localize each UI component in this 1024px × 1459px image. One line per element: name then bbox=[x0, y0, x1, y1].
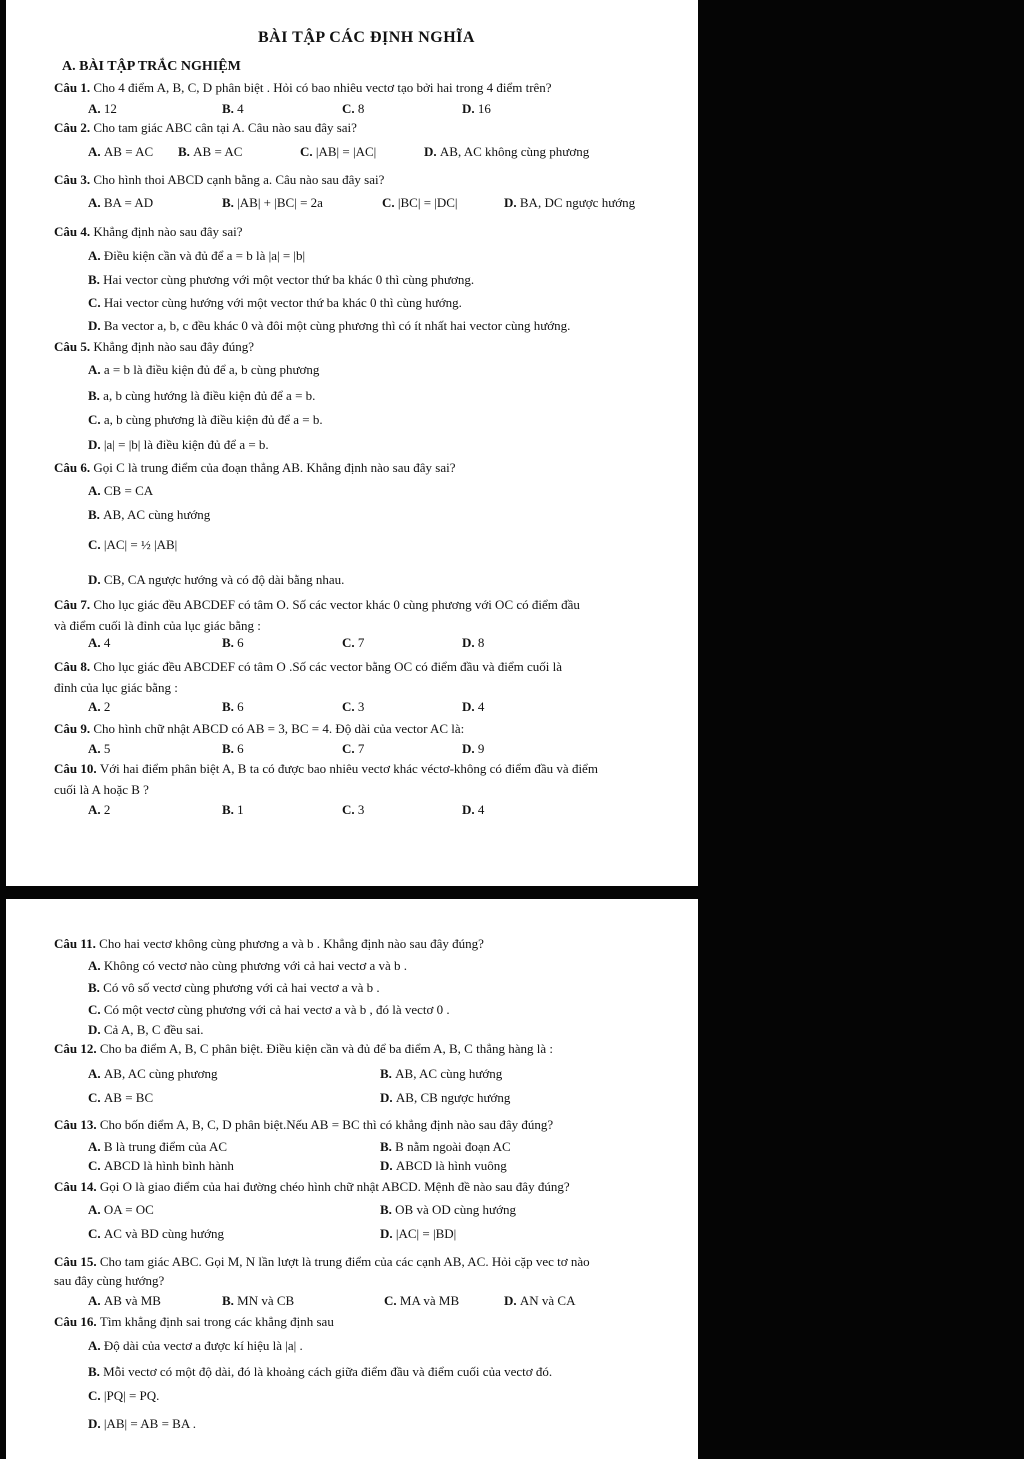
answer-option: B. 6 bbox=[222, 699, 244, 714]
answer-option: A. 2 bbox=[88, 699, 111, 714]
answer-option: C. ABCD là hình bình hành bbox=[88, 1158, 234, 1173]
answer-option: C. Có một vectơ cùng phương với cả hai vectơ a và b , đó là vectơ 0 . bbox=[88, 1002, 450, 1017]
answer-option: D. Ba vector a, b, c đều khác 0 và đôi một cùng phương thì có ít nhất hai vector cùng hướng. bbox=[88, 318, 571, 333]
answer-option: A. 5 bbox=[88, 741, 111, 756]
answer-option: C. a, b cùng phương là điều kiện đủ để a = b. bbox=[88, 412, 323, 427]
answer-option: B. 4 bbox=[222, 101, 244, 116]
answer-option: A. Không có vectơ nào cùng phương với cả hai vectơ a và b . bbox=[88, 958, 408, 973]
answer-option: D. 9 bbox=[462, 741, 485, 756]
answer-option: C. AC và BD cùng hướng bbox=[88, 1226, 224, 1241]
answer-option: A. CB = CA bbox=[88, 483, 154, 498]
answer-option: D. AN và CA bbox=[504, 1293, 576, 1308]
answer-option: B. Có vô số vectơ cùng phương với cả hai vectơ a và b . bbox=[88, 980, 380, 995]
answer-option: A. Điều kiện cần và đủ để a = b là |a| = |b| bbox=[88, 248, 306, 263]
answer-option: B. Hai vector cùng phương với một vector thứ ba khác 0 thì cùng phương. bbox=[88, 272, 475, 287]
answer-option: D. 8 bbox=[462, 635, 485, 650]
answer-option: C. 7 bbox=[342, 741, 365, 756]
answer-option: và điểm cuối là đỉnh của lục giác bằng : bbox=[54, 618, 261, 633]
answer-option: đỉnh của lục giác bằng : bbox=[54, 680, 178, 695]
page-title: BÀI TẬP CÁC ĐỊNH NGHĨA bbox=[258, 29, 475, 46]
answer-option: C. 8 bbox=[342, 101, 365, 116]
answer-option: D. 4 bbox=[462, 802, 485, 817]
answer-option: C. Hai vector cùng hướng với một vector thứ ba khác 0 thì cùng hướng. bbox=[88, 295, 462, 310]
question-text: Câu 2. Cho tam giác ABC cân tại A. Câu nào sau đây sai? bbox=[54, 120, 357, 135]
question-text: Câu 7. Cho lục giác đều ABCDEF có tâm O. Số các vector khác 0 cùng phương với OC có điểm đầu bbox=[54, 597, 580, 612]
answer-option: A. 12 bbox=[88, 101, 117, 116]
question-text: Câu 8. Cho lục giác đều ABCDEF có tâm O .Số các vector bằng OC có điểm đầu và điểm cuối là bbox=[54, 659, 562, 674]
question-text: Câu 10. Với hai điểm phân biệt A, B ta có được bao nhiêu vectơ khác véctơ-không có điểm đầu và điểm bbox=[54, 761, 598, 776]
answer-option: A. a = b là điều kiện đủ để a, b cùng phương bbox=[88, 362, 320, 377]
question-text: Câu 16. Tìm khẳng định sai trong các khẳng định sau bbox=[54, 1314, 334, 1329]
answer-option: B. AB = AC bbox=[178, 144, 243, 159]
answer-option: D. 4 bbox=[462, 699, 485, 714]
answer-option: D. AB, CB ngược hướng bbox=[380, 1090, 511, 1105]
answer-option: C. 3 bbox=[342, 802, 365, 817]
answer-option: B. 1 bbox=[222, 802, 244, 817]
section-heading: A. BÀI TẬP TRẮC NGHIỆM bbox=[62, 59, 241, 74]
question-text: Câu 4. Khẳng định nào sau đây sai? bbox=[54, 224, 243, 239]
answer-option: B. AB, AC cùng hướng bbox=[380, 1066, 503, 1081]
answer-option: A. 2 bbox=[88, 802, 111, 817]
answer-option: B. B nằm ngoài đoạn AC bbox=[380, 1139, 511, 1154]
answer-option: A. AB = AC bbox=[88, 144, 154, 159]
answer-option: A. B là trung điểm của AC bbox=[88, 1139, 228, 1154]
answer-option: B. 6 bbox=[222, 635, 244, 650]
answer-option: D. Cả A, B, C đều sai. bbox=[88, 1022, 204, 1037]
answer-option: D. 16 bbox=[462, 101, 491, 116]
answer-option: C. 3 bbox=[342, 699, 365, 714]
answer-option: D. |AC| = |BD| bbox=[380, 1226, 457, 1241]
answer-option: D. |a| = |b| là điều kiện đủ để a = b. bbox=[88, 437, 269, 452]
answer-option: A. 4 bbox=[88, 635, 111, 650]
answer-option: C. 7 bbox=[342, 635, 365, 650]
question-text: Câu 3. Cho hình thoi ABCD cạnh bằng a. Câu nào sau đây sai? bbox=[54, 172, 385, 187]
question-text: Câu 6. Gọi C là trung điểm của đoạn thẳng AB. Khẳng định nào sau đây sai? bbox=[54, 460, 456, 475]
answer-option: C. MA và MB bbox=[384, 1293, 460, 1308]
answer-option: B. a, b cùng hướng là điều kiện đủ để a = b. bbox=[88, 388, 316, 403]
answer-option: cuối là A hoặc B ? bbox=[54, 782, 149, 797]
answer-option: B. OB và OD cùng hướng bbox=[380, 1202, 516, 1217]
answer-option: A. AB và MB bbox=[88, 1293, 161, 1308]
answer-option: C. |BC| = |DC| bbox=[382, 195, 458, 210]
question-text: Câu 9. Cho hình chữ nhật ABCD có AB = 3, BC = 4. Độ dài của vector AC là: bbox=[54, 721, 465, 736]
answer-option: C. |AB| = |AC| bbox=[300, 144, 377, 159]
answer-option: A. BA = AD bbox=[88, 195, 154, 210]
answer-option: A. Độ dài của vectơ a được kí hiệu là |a| . bbox=[88, 1338, 303, 1353]
answer-option: D. AB, AC không cùng phương bbox=[424, 144, 590, 159]
answer-option: B. MN và CB bbox=[222, 1293, 295, 1308]
answer-option: D. CB, CA ngược hướng và có độ dài bằng nhau. bbox=[88, 572, 345, 587]
answer-option: D. BA, DC ngược hướng bbox=[504, 195, 636, 210]
answer-option: C. AB = BC bbox=[88, 1090, 154, 1105]
answer-option: A. OA = OC bbox=[88, 1202, 154, 1217]
question-text: Câu 11. Cho hai vectơ không cùng phương a và b . Khẳng định nào sau đây đúng? bbox=[54, 936, 484, 951]
question-text: Câu 14. Gọi O là giao điểm của hai đường chéo hình chữ nhật ABCD. Mệnh đề nào sau đây đúng? bbox=[54, 1179, 570, 1194]
answer-option: sau đây cùng hướng? bbox=[54, 1273, 165, 1288]
question-text: Câu 5. Khẳng định nào sau đây đúng? bbox=[54, 339, 255, 354]
question-text: Câu 13. Cho bốn điểm A, B, C, D phân biệt.Nếu AB = BC thì có khẳng định nào sau đây đúng? bbox=[54, 1117, 554, 1132]
question-text: Câu 12. Cho ba điểm A, B, C phân biệt. Điều kiện cần và đủ để ba điểm A, B, C thẳng hàng là : bbox=[54, 1041, 553, 1056]
answer-option: A. AB, AC cùng phương bbox=[88, 1066, 218, 1081]
answer-option: B. Mỗi vectơ có một độ dài, đó là khoảng cách giữa điểm đầu và điểm cuối của vectơ đó. bbox=[88, 1364, 553, 1379]
answer-option: B. 6 bbox=[222, 741, 244, 756]
answer-option: B. |AB| + |BC| = 2a bbox=[222, 195, 323, 210]
answer-option: C. |AC| = ½ |AB| bbox=[88, 537, 178, 552]
answer-option: D. ABCD là hình vuông bbox=[380, 1158, 507, 1173]
answer-option: D. |AB| = AB = BA . bbox=[88, 1416, 197, 1431]
answer-option: B. AB, AC cùng hướng bbox=[88, 507, 211, 522]
question-text: Câu 15. Cho tam giác ABC. Gọi M, N lần lượt là trung điểm của các cạnh AB, AC. Hỏi cặp vec tơ nào bbox=[54, 1254, 590, 1269]
answer-option: C. |PQ| = PQ. bbox=[88, 1388, 160, 1403]
question-text: Câu 1. Cho 4 điểm A, B, C, D phân biệt . Hỏi có bao nhiêu vectơ tạo bởi hai trong 4 điểm trên? bbox=[54, 80, 552, 95]
